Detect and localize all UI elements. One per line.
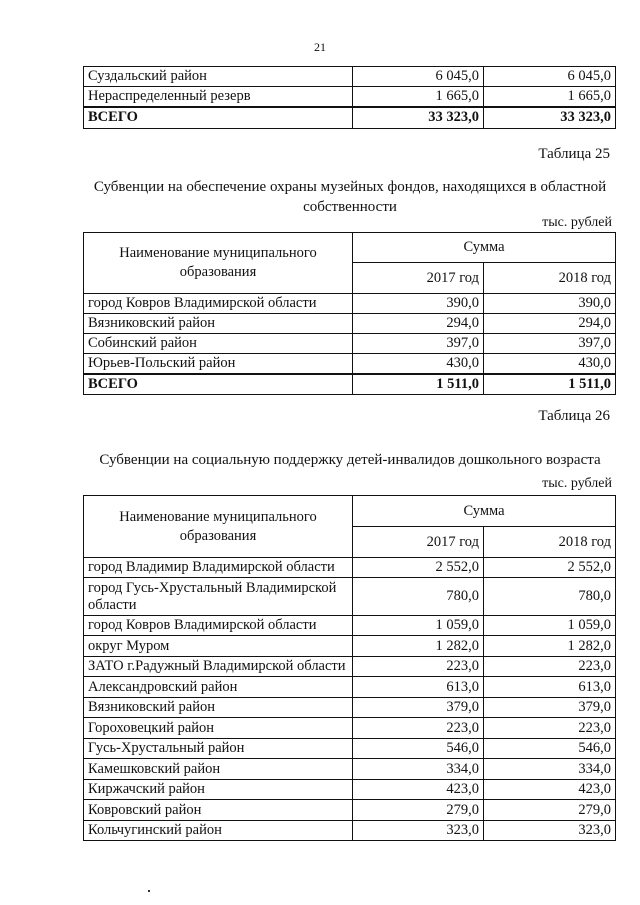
table-row <box>84 294 616 314</box>
value-2017: 1 059,0 <box>353 616 484 636</box>
row-name: город Гусь-Хрустальный Владимирской области <box>84 578 353 616</box>
row-name: Ковровский район <box>84 800 353 821</box>
header-row <box>84 233 616 263</box>
value-2018: 279,0 <box>484 800 616 821</box>
table-row <box>84 718 616 739</box>
value-2017: 6 045,0 <box>353 67 484 87</box>
row-name: Александровский район <box>84 677 353 698</box>
value-2017: 1 282,0 <box>353 636 484 657</box>
table-row <box>84 657 616 677</box>
table-row <box>84 334 616 354</box>
table-26-title: Субвенции на социальную поддержку детей-инвалидов дошкольного возраста <box>99 452 601 468</box>
row-name: город Ковров Владимирской области <box>84 616 353 636</box>
table-row <box>84 636 616 657</box>
value-2017: 334,0 <box>353 759 484 780</box>
header-2018: 2018 год <box>484 527 616 558</box>
row-name: Киржачский район <box>84 780 353 800</box>
value-2017: 430,0 <box>353 354 484 374</box>
value-2017: 546,0 <box>353 739 484 759</box>
value-2018: 223,0 <box>484 657 616 677</box>
row-name: Суздальский район <box>84 67 353 87</box>
row-name: Вязниковский район <box>84 698 353 718</box>
row-name: ЗАТО г.Радужный Владимирской области <box>84 657 353 677</box>
table-row <box>84 354 616 374</box>
table-row <box>84 314 616 334</box>
value-2017: 223,0 <box>353 657 484 677</box>
value-2018: 780,0 <box>484 578 616 616</box>
total-2017: 33 323,0 <box>353 107 484 129</box>
value-2018: 546,0 <box>484 739 616 759</box>
header-name: Наименование муниципального образования <box>84 496 353 558</box>
total-2018: 33 323,0 <box>484 107 616 129</box>
total-row <box>84 107 616 129</box>
value-2018: 379,0 <box>484 698 616 718</box>
table-top <box>83 66 616 129</box>
table-26-label: Таблица 26 <box>538 408 610 424</box>
header-sum: Сумма <box>353 233 616 263</box>
value-2017: 279,0 <box>353 800 484 821</box>
table-row <box>84 677 616 698</box>
value-2018: 294,0 <box>484 314 616 334</box>
total-2018: 1 511,0 <box>484 374 616 395</box>
header-2017: 2017 год <box>353 263 484 294</box>
table-row <box>84 578 616 616</box>
table-row <box>84 739 616 759</box>
value-2017: 423,0 <box>353 780 484 800</box>
value-2018: 430,0 <box>484 354 616 374</box>
table-row <box>84 616 616 636</box>
value-2018: 397,0 <box>484 334 616 354</box>
table-25-label: Таблица 25 <box>538 146 610 162</box>
scan-speck <box>148 890 150 892</box>
table-row <box>84 558 616 578</box>
value-2017: 2 552,0 <box>353 558 484 578</box>
row-name: округ Муром <box>84 636 353 657</box>
row-name: Юрьев-Польский район <box>84 354 353 374</box>
value-2018: 334,0 <box>484 759 616 780</box>
value-2017: 379,0 <box>353 698 484 718</box>
table-row <box>84 698 616 718</box>
total-label: ВСЕГО <box>84 374 353 395</box>
value-2017: 613,0 <box>353 677 484 698</box>
row-name: Кольчугинский район <box>84 821 353 841</box>
table-26-units: тыс. рублей <box>542 476 612 491</box>
value-2018: 1 665,0 <box>484 87 616 107</box>
value-2017: 223,0 <box>353 718 484 739</box>
row-name: город Владимир Владимирской области <box>84 558 353 578</box>
header-sum: Сумма <box>353 496 616 527</box>
value-2018: 390,0 <box>484 294 616 314</box>
value-2018: 223,0 <box>484 718 616 739</box>
row-name: Гороховецкий район <box>84 718 353 739</box>
header-row <box>84 496 616 527</box>
table-26 <box>83 495 616 841</box>
value-2017: 294,0 <box>353 314 484 334</box>
value-2017: 323,0 <box>353 821 484 841</box>
row-name: Вязниковский район <box>84 314 353 334</box>
header-2017: 2017 год <box>353 527 484 558</box>
table-row <box>84 780 616 800</box>
total-label: ВСЕГО <box>84 107 353 129</box>
value-2018: 2 552,0 <box>484 558 616 578</box>
value-2017: 780,0 <box>353 578 484 616</box>
value-2018: 1 282,0 <box>484 636 616 657</box>
page-number: 21 <box>314 40 326 54</box>
value-2018: 323,0 <box>484 821 616 841</box>
value-2018: 6 045,0 <box>484 67 616 87</box>
table-25-units: тыс. рублей <box>542 215 612 230</box>
table-row <box>84 87 616 107</box>
table-row <box>84 67 616 87</box>
header-2018: 2018 год <box>484 263 616 294</box>
row-name: город Ковров Владимирской области <box>84 294 353 314</box>
table-25-title: Субвенции на обеспечение охраны музейных фондов, находящихся в областной собственности <box>93 179 607 215</box>
table-row <box>84 821 616 841</box>
value-2018: 613,0 <box>484 677 616 698</box>
row-name: Нераспределенный резерв <box>84 87 353 107</box>
row-name: Камешковский район <box>84 759 353 780</box>
table-row <box>84 759 616 780</box>
row-name: Собинский район <box>84 334 353 354</box>
table-25 <box>83 232 616 395</box>
total-row <box>84 374 616 395</box>
value-2017: 390,0 <box>353 294 484 314</box>
table-row <box>84 800 616 821</box>
value-2017: 1 665,0 <box>353 87 484 107</box>
value-2018: 1 059,0 <box>484 616 616 636</box>
value-2017: 397,0 <box>353 334 484 354</box>
row-name: Гусь-Хрустальный район <box>84 739 353 759</box>
value-2018: 423,0 <box>484 780 616 800</box>
header-name: Наименование муниципального образования <box>84 233 353 294</box>
total-2017: 1 511,0 <box>353 374 484 395</box>
